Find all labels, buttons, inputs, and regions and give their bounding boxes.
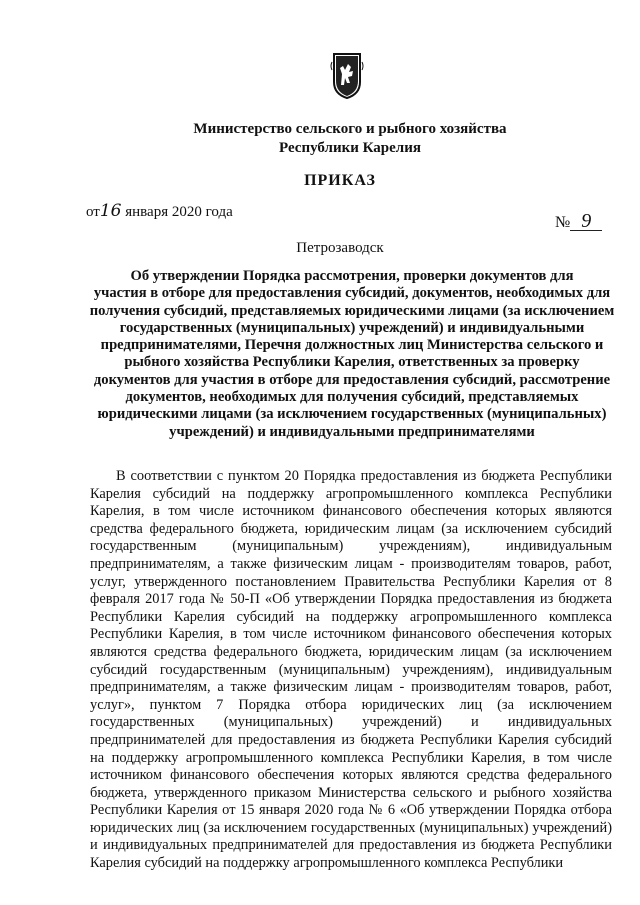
subject-line: государственных (муниципальных) учреждений) и индивидуальными xyxy=(119,319,585,336)
document-date xyxy=(86,201,233,221)
subject-line: документов, необходимых для получения субсидий, представляемых xyxy=(125,389,579,406)
body-paragraph: В соответствии с пунктом 20 Порядка предоставления из бюджета Республики Карелия субсидий на поддержку агропромышленного комплекса Республики Карелия, в том числе источником финансового обеспечения которых являются средства федерального бюджета, юридическим лицам (за исключением субсидий государственным (муниципальным) учреждениям), индивидуальным предпринимателям, а также физическим лицам - производителям товаров, работ, услуг, утвержденного постановлением Правительства Республики Карелия от 8 февраля 2017 года № 50-П «Об утверждении Порядка предоставления из бюджета Республики Карелия субсидий на поддержку агропромышленного комплекса Республики Карелия, в том числе источником финансового обеспечения которых являются средства федерального бюджета, юридическим лицам (за исключением субсидий государственным (муниципальным) учреждениям), индивидуальным предпринимателям, а также физическим лицам - производителям товаров, работ, услуг», пунктом 7 Порядка отбора юридических лиц (за исключением государственных (муниципальных) учреждений) и индивидуальных предпринимателей для предоставления из бюджета Республики Карелия субсидий на поддержку агропромышленного комплекса Республики Карелия, в том числе источником финансового обеспечения которых являются средства федерального бюджета, утвержденного приказом Министерства сельского и рыбного хозяйства Республики Карелия от 15 января 2020 года № 6 «Об утверждении Порядка отбора юридических лиц (за исключением государственных (муниципальных) учреждений) и индивидуальных предпринимателей для предоставления из бюджета Республики Карелия субсидий на поддержку агропромышленного комплекса Республики xyxy=(90,468,612,872)
subject-line: юридическими лицами (за исключением государственных (муниципальных) xyxy=(97,406,607,423)
subject-line: рыбного хозяйства Республики Карелия, ответственных за проверку xyxy=(124,354,580,371)
subject-line: учреждений) и индивидуальными предпринимателями xyxy=(169,423,535,440)
subject-line: документов для участия в отборе для предоставления субсидий, рассмотрение xyxy=(93,371,611,388)
document-city: Петрозаводск xyxy=(296,240,384,256)
ministry-name-line1: Министерство сельского и рыбного хозяйства xyxy=(193,121,507,137)
number-sign: № xyxy=(555,214,571,231)
date-prefix: от xyxy=(86,204,100,220)
subject-line: участия в отборе для предоставления субсидий, документов, необходимых для xyxy=(93,285,611,302)
document-type-title: ПРИКАЗ xyxy=(304,172,376,189)
ministry-heading xyxy=(0,120,640,158)
number-handwritten: 9 xyxy=(570,212,602,231)
date-day-handwritten: 16 xyxy=(99,201,122,221)
subject-line: предпринимателями, Перечня должностных лиц Министерства сельского и xyxy=(100,337,604,354)
karelia-coat-of-arms-icon xyxy=(330,52,364,100)
document-subject xyxy=(88,268,616,441)
ministry-name-line2: Республики Карелия xyxy=(279,140,421,156)
document-number xyxy=(555,212,602,232)
date-rest: января 2020 года xyxy=(121,204,233,220)
document-body xyxy=(90,468,612,873)
subject-line: получения субсидий, представляемых юридическими лицами (за исключением xyxy=(89,302,615,319)
subject-line: Об утверждении Порядка рассмотрения, проверки документов для xyxy=(130,268,574,284)
